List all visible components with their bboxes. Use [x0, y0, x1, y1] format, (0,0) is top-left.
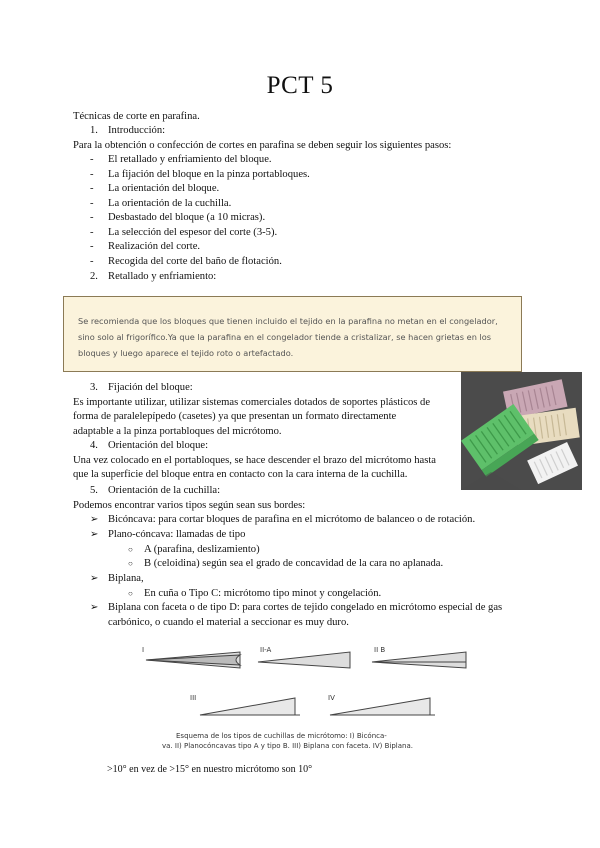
list-item: Biplana con faceta o de tipo D: para cortes de tejido congelado en micrótomo especial de gas [108, 602, 503, 613]
list-item: Recogida del corte del baño de flotación. [108, 256, 282, 267]
blade-profiles-icon [140, 640, 470, 736]
section-3-heading: Fijación del bloque: [108, 382, 193, 393]
arrow-bullet-icon: ➢ [90, 602, 99, 613]
list-item-continuation: carbónico, o cuando el material a seccionar es muy duro. [108, 617, 349, 628]
list-item: La orientación de la cuchilla. [108, 198, 232, 209]
section-1-heading: Introducción: [108, 125, 166, 136]
list-item: La orientación del bloque. [108, 183, 220, 194]
sub-list-item: A (parafina, deslizamiento) [144, 544, 260, 555]
section-5-number: 5. [90, 485, 98, 496]
note-line: bloques y luego aparece el tejido roto o artefactado. [78, 348, 294, 358]
arrow-bullet-icon: ➢ [90, 573, 99, 584]
section-5-heading: Orientación de la cuchilla: [108, 485, 221, 496]
list-item: Biplana, [108, 573, 144, 584]
section-2-number: 2. [90, 271, 98, 282]
list-item: Realización del corte. [108, 241, 201, 252]
list-item: La selección del espesor del corte (3-5). [108, 227, 278, 238]
page-title: PCT 5 [266, 72, 334, 99]
footer-note: >10° en vez de >15° en nuestro micrótomo son 10° [107, 764, 313, 775]
section-4-heading: Orientación del bloque: [108, 440, 209, 451]
diagram-label: I [142, 646, 145, 654]
arrow-bullet-icon: ➢ [90, 514, 99, 525]
circle-bullet-icon: ○ [128, 589, 133, 598]
list-item: Bicóncava: para cortar bloques de parafina en el micrótomo de balanceo o de rotación. [108, 514, 476, 525]
list-item: El retallado y enfriamiento del bloque. [108, 154, 272, 165]
cassettes-photo [461, 372, 582, 490]
sub-list-item: B (celoidina) según sea el grado de concavidad de la cara no aplanada. [144, 558, 444, 569]
section-4-text: que la superficie del bloque entra en contacto con la cara interna de la cuchilla. [73, 469, 408, 480]
section-3-text: adaptable a la pinza portabloques del micrótomo. [73, 426, 282, 437]
section-5-text: Podemos encontrar varios tipos según sean sus bordes: [73, 500, 306, 511]
diagram-label: III [190, 694, 197, 702]
subtitle: Técnicas de corte en parafina. [73, 111, 200, 122]
section-3-text: forma de paralelepípedo (casetes) ya que presentan un formato directamente [73, 411, 397, 422]
section-1-number: 1. [90, 125, 98, 136]
diagram-caption: va. II) Planocóncavas tipo A y tipo B. III) Biplana con faceta. IV) Biplana. [162, 742, 413, 750]
section-4-number: 4. [90, 440, 98, 451]
bullet-dash: - [90, 227, 94, 238]
section-4-text: Una vez colocado en el portabloques, se hace descender el brazo del micrótomo hasta [73, 455, 436, 466]
bullet-dash: - [90, 154, 94, 165]
note-line: Se recomienda que los bloques que tienen incluido el tejido en la parafina no metan en el congelador, [78, 316, 498, 326]
section-2-heading: Retallado y enfriamiento: [108, 271, 217, 282]
circle-bullet-icon: ○ [128, 559, 133, 568]
bullet-dash: - [90, 183, 94, 194]
arrow-bullet-icon: ➢ [90, 529, 99, 540]
list-item: La fijación del bloque en la pinza portabloques. [108, 169, 310, 180]
diagram-label: II B [374, 646, 386, 654]
blade-types-diagram [140, 640, 470, 756]
bullet-dash: - [90, 169, 94, 180]
diagram-label: II-A [260, 646, 272, 654]
bullet-dash: - [90, 241, 94, 252]
note-line: sino solo al frigorífico.Ya que la parafina en el congelador tiende a cristalizar, se hacen grietas en los [78, 332, 492, 342]
note-box [63, 296, 522, 372]
diagram-label: IV [328, 694, 335, 702]
bullet-dash: - [90, 212, 94, 223]
diagram-caption: Esquema de los tipos de cuchillas de micrótomo: I) Bicónca- [176, 732, 387, 740]
intro-text: Para la obtención o confección de cortes en parafina se deben seguir los siguientes pasos: [73, 140, 452, 151]
section-3-number: 3. [90, 382, 98, 393]
circle-bullet-icon: ○ [128, 545, 133, 554]
list-item: Desbastado del bloque (a 10 micras). [108, 212, 266, 223]
sub-list-item: En cuña o Tipo C: micrótomo tipo minot y congelación. [144, 588, 382, 599]
bullet-dash: - [90, 198, 94, 209]
list-item: Plano-cóncava: llamadas de tipo [108, 529, 246, 540]
section-3-text: Es importante utilizar, utilizar sistemas comerciales dotados de soportes plásticos de [73, 397, 431, 408]
bullet-dash: - [90, 256, 94, 267]
